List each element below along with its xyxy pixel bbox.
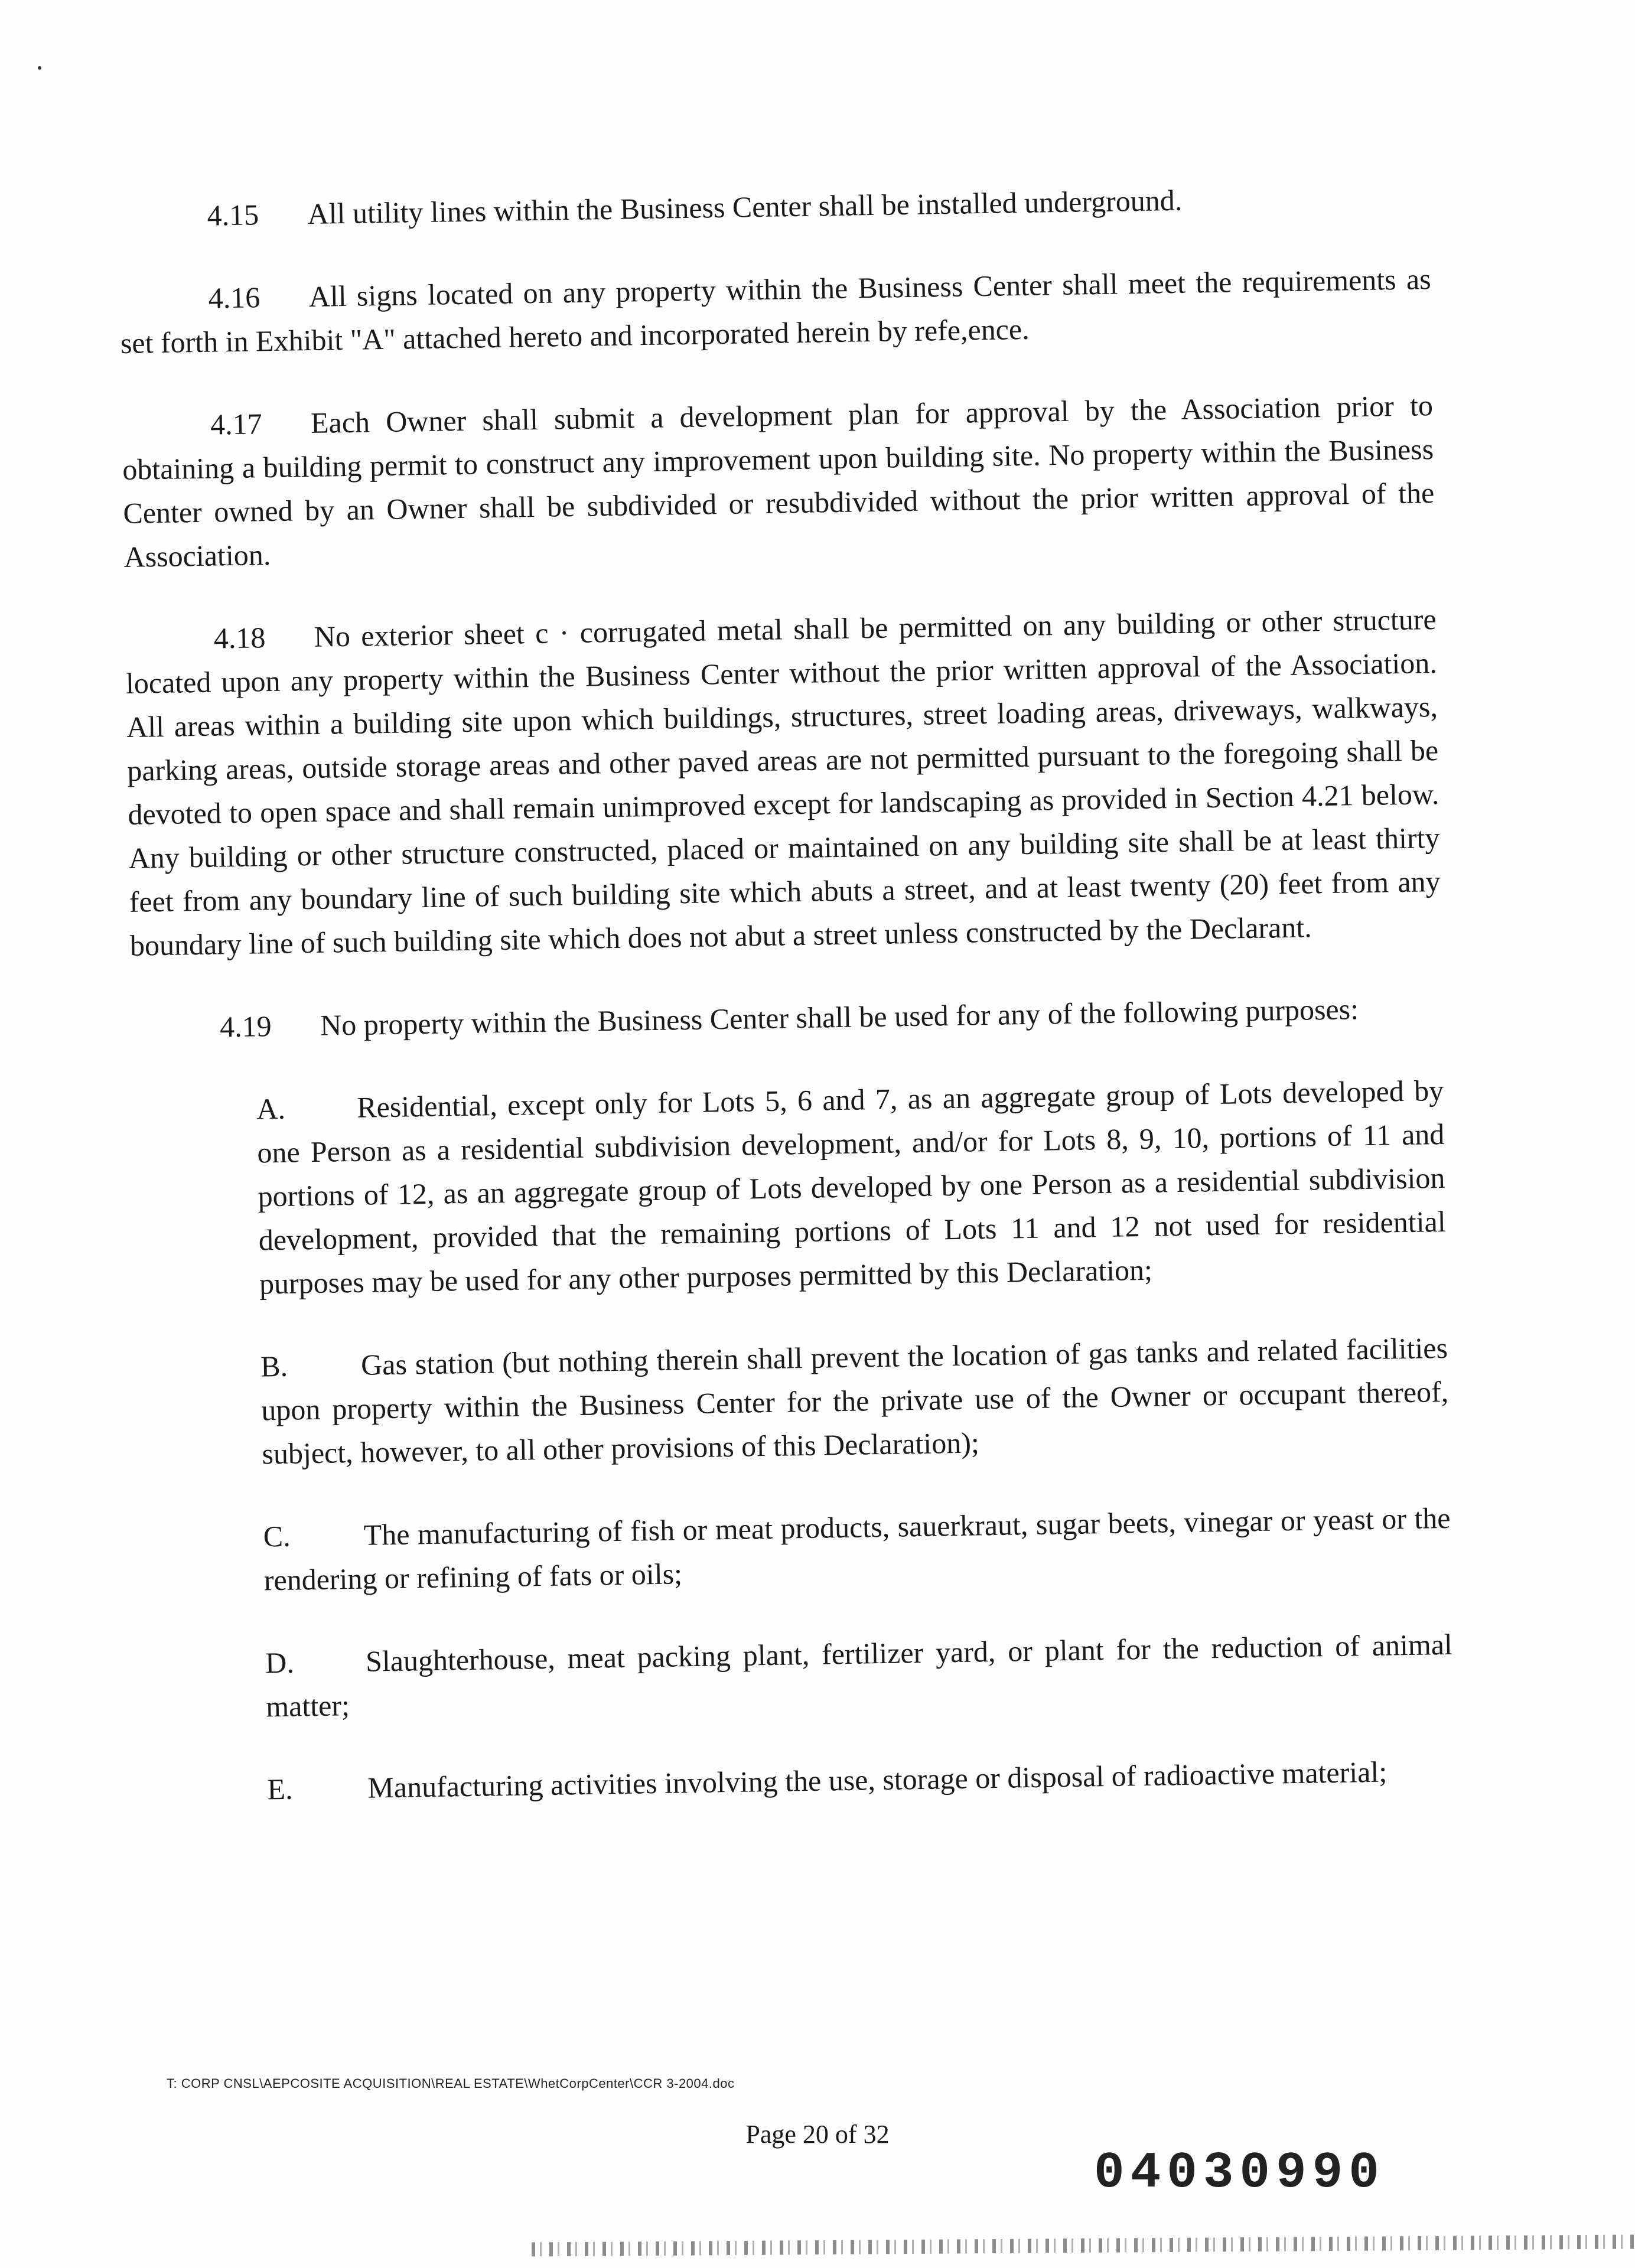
item-text: Manufacturing activities involving the use, storage or disposal of radioactive material; xyxy=(367,1755,1388,1804)
list-item-d xyxy=(265,1622,1453,1729)
list-item-e xyxy=(267,1749,1455,1811)
scan-edge-noise xyxy=(532,2234,1635,2256)
list-item-a xyxy=(256,1068,1447,1306)
section-text: No exterior sheet c · corrugated metal shall be permitted on any building or other structure located upon any property within the Business Center without the prior written approval of the Association. All areas within a building site upon which buildings, structures, street loading areas, driveways, walkways, parking areas, outside storage areas and other paved areas are not permitted pursuant to the foregoing shall be devoted to open space and shall remain unimproved except for landscaping as provided in Section 4.21 below. Any building or other structure constructed, placed or maintained on any building site shall be at least thirty feet from any boundary line of such building site which abuts a street, and at least twenty (20) feet from any boundary line of such building site which does not abut a street unless constructed by the Declarant. xyxy=(125,602,1441,962)
list-item-c xyxy=(263,1496,1451,1602)
item-letter: A. xyxy=(256,1091,286,1126)
document-body xyxy=(118,174,1455,1852)
item-letter: B. xyxy=(260,1349,288,1383)
document-stamp-number: 04030990 xyxy=(1094,2144,1385,2202)
item-text: Gas station (but nothing therein shall prevent the location of gas tanks and related facilities upon property within the Business Center for the private use of the Owner or occupant thereof, subject, however, to all other provisions of this Declaration); xyxy=(260,1331,1449,1471)
section-number: 4.18 xyxy=(213,621,266,655)
section-4-19 xyxy=(131,986,1443,1050)
item-text: Slaughterhouse, meat packing plant, fertilizer yard, or plant for the reduction of animal matter; xyxy=(265,1627,1453,1723)
item-text: The manufacturing of fish or meat products, sauerkraut, sugar beets, vinegar or yeast or the rendering or refining of fats or oils; xyxy=(263,1501,1451,1597)
page-number: Page 20 of 32 xyxy=(745,2120,890,2149)
section-number: 4.19 xyxy=(219,1009,272,1044)
section-number: 4.15 xyxy=(207,198,259,232)
section-text: Each Owner shall submit a development plan for approval by the Association prior to obtaining a building permit to construct any improvement upon building site. No property within the Business Center owned by an Owner shall be subdivided or resubdivided without the prior written approval of the Association. xyxy=(122,389,1435,573)
section-4-15 xyxy=(118,174,1430,239)
list-item-b xyxy=(260,1326,1450,1476)
item-text: Residential, except only for Lots 5, 6 and 7, as an aggregate group of Lots developed by one Person as a residential subdivision development, and/or for Lots 8, 9, 10, portions of 11 and portions of 12, as an aggregate group of Lots developed by one Person as a residential subdivision development, provided that the remaining portions of Lots 11 and 12 not used for residential purposes may be used for any other purposes permitted by this Declaration; xyxy=(257,1073,1447,1301)
section-4-17 xyxy=(122,383,1435,579)
item-letter: E. xyxy=(266,1772,293,1806)
section-4-16 xyxy=(119,257,1432,365)
item-letter: C. xyxy=(263,1519,291,1553)
section-number: 4.16 xyxy=(208,281,260,315)
footer-file-path: T: CORP CNSL\AEPCOSITE ACQUISITION\REAL ESTATE\WhetCorpCenter\CCR 3-2004.doc xyxy=(167,2076,735,2091)
section-text: All signs located on any property within the Business Center shall meet the requirements as set forth in Exhibit "A" attached hereto and incorporated herein by refe,ence. xyxy=(120,262,1431,360)
section-text: No property within the Business Center shall be used for any of the following purposes: xyxy=(320,992,1359,1042)
section-text: All utility lines within the Business Center shall be installed underground. xyxy=(307,183,1183,230)
item-letter: D. xyxy=(265,1645,295,1680)
section-4-18 xyxy=(125,597,1441,967)
scan-speck xyxy=(38,66,41,70)
section-number: 4.17 xyxy=(210,407,263,441)
